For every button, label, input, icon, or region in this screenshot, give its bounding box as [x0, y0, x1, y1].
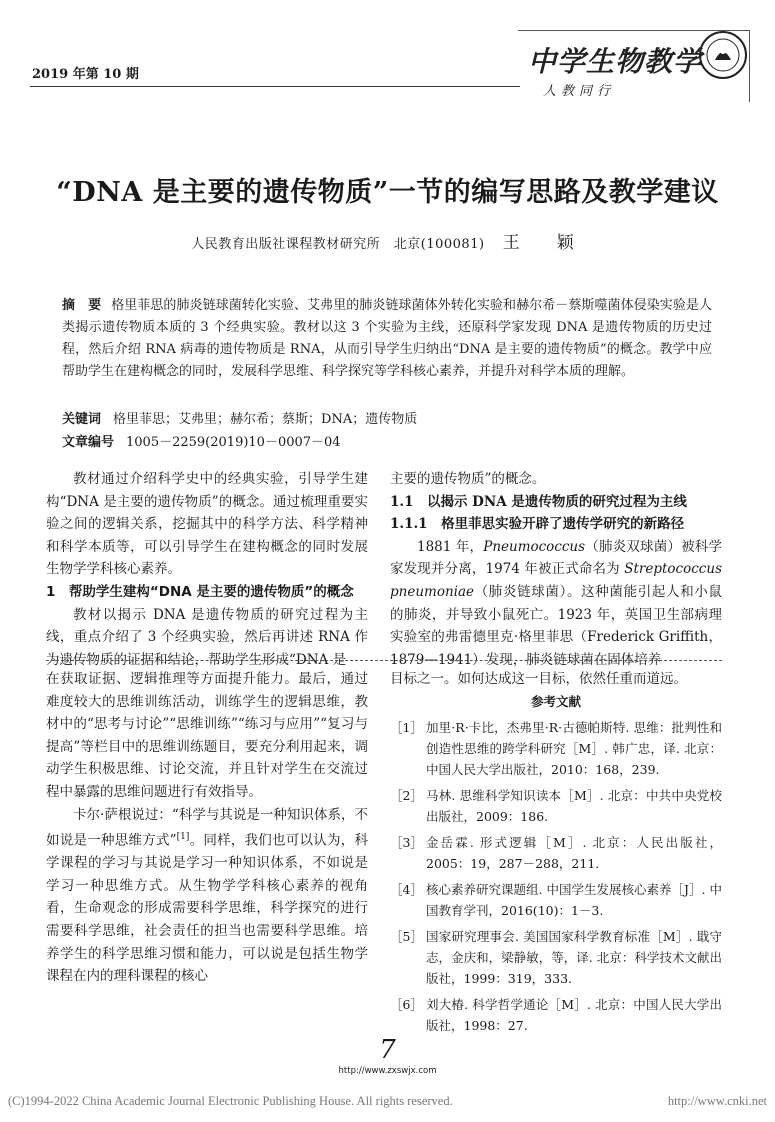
reference-item — [390, 926, 722, 989]
article-number-value: 1005－2259(2019)10－0007－04 — [126, 435, 341, 450]
reference-item — [390, 994, 722, 1036]
reference-text: 核心素养研究课题组. 中国学生发展核心素养［J］. 中国教育学刊，2016(10)：1－3. — [426, 882, 722, 919]
body-column-bottom-left — [46, 668, 368, 988]
cnki-url: http://www.cnki.net — [667, 1094, 767, 1108]
body-column-bottom-right — [390, 668, 722, 1041]
section-heading: 1 帮助学生建构“DNA 是主要的遗传物质”的概念 — [46, 583, 354, 600]
journal-logo-text: 中学生物教学 — [528, 45, 703, 78]
journal-url: http://www.zxswjx.com — [338, 1066, 437, 1076]
reference-item — [390, 832, 722, 874]
article-number — [62, 431, 341, 450]
section-divider — [46, 660, 722, 661]
abstract — [62, 295, 712, 383]
body-column-top-right — [390, 468, 722, 671]
keywords-text: 格里菲思；艾弗里；赫尔希；蔡斯；DNA；遗传物质 — [113, 412, 418, 427]
reference-text: 刘大椿. 科学哲学通论［M］. 北京：中国人民大学出版社，1998：27. — [426, 997, 722, 1034]
paragraph: 教材通过介绍科学史中的经典实验，引导学生建构“DNA 是主要的遗传物质”的概念。通过梳理重要实验之间的逻辑关系，挖掘其中的科学方法、科学精神和科学本质等，可以引导学生在建构概念的同时发展生物学学科核心素养。 — [46, 471, 368, 578]
author-line — [0, 228, 775, 253]
keywords — [62, 408, 417, 427]
page-number: 7 — [379, 1035, 396, 1065]
paragraph: 在获取证据、逻辑推理等方面提升能力。最后，通过难度较大的思维训练活动，训练学生的逻辑思维，教材中的“思考与讨论”“思维训练”“练习与应用”“复习与提高”等栏目中的思维训练题目，要充分利用起来，调动学生积极思维、讨论交流，并且针对学生在交流过程中暴露的思维问题进行有效指导。 — [46, 671, 368, 800]
issue-label: 2019 年第 10 期 — [32, 67, 139, 82]
paragraph: 教材以揭示 DNA 是遗传物质的研究过程为主线，重点介绍了 3 个经典实验，然后再讲述 RNA 作为遗传物质的证据和结论，帮助学生形成“DNA 是 — [46, 606, 368, 668]
reference-item — [390, 879, 722, 921]
reference-item — [390, 785, 722, 827]
citation: [1] — [176, 832, 190, 843]
keywords-label: 关键词 — [62, 412, 102, 427]
reference-number: ［2］ — [390, 788, 423, 804]
author-affiliation: 人民教育出版社课程教材研究所 北京(100081) — [191, 237, 485, 252]
reference-number: ［5］ — [390, 929, 423, 945]
journal-seal-icon — [698, 30, 748, 80]
references-list — [390, 717, 722, 1036]
author-name: 王 颖 — [502, 233, 584, 253]
reference-number: ［4］ — [390, 882, 423, 898]
body-column-top-left — [46, 468, 368, 671]
article-title: “DNA 是主要的遗传物质”一节的编写思路及教学建议 — [56, 177, 719, 208]
paragraph: 1881 年，Pneumococcus（肺炎双球菌）被科学家发现并分离，1974 年被正式命名为 Streptococcus pneumoniae（肺炎链球菌）。这种菌能引起人和小鼠的肺炎，并导致小鼠死亡。1923 年，英国卫生部病理实验室的弗雷德里克·格里菲思（Frederick Griffith，1879—1941）发现，肺炎链球菌在固体培养 — [390, 538, 722, 668]
subsection-heading: 1.1 以揭示 DNA 是遗传物质的研究过程为主线 — [390, 493, 687, 510]
subsubsection-heading: 1.1.1 格里菲思实验开辟了遗传学研究的新路径 — [390, 516, 685, 533]
paragraph: 卡尔·萨根说过：“科学与其说是一种知识体系，不如说是一种思维方式”[1]。同样，我们也可以认为，科学课程的学习与其说是学习一种知识体系，不如说是学习一种思维方式。从生物学学科核心素养的视角看，生命观念的形成需要科学思维，科学探究的进行需要科学思维，社会责任的担当也需要科学思维。培养学生的科学思维习惯和能力，可以说是包括生物学课程在内的理科课程的核心 — [46, 806, 369, 985]
copyright-text: (C)1994-2022 China Academic Journal Electronic Publishing House. All rights reserved. — [8, 1094, 453, 1108]
paragraph: 主要的遗传物质”的概念。 — [390, 471, 546, 487]
reference-number: ［6］ — [390, 997, 423, 1013]
copyright-footer — [8, 1094, 767, 1109]
paragraph: 目标之一。如何达成这一目标，依然任重而道远。 — [390, 671, 687, 687]
reference-text: 马林. 思维科学知识读本［M］. 北京：中共中央党校出版社，2009：186. — [426, 788, 722, 825]
journal-logo-subtitle: 人教同行 — [543, 84, 616, 99]
reference-text: 加里·R·卡比，杰弗里·R·古德帕斯特. 思维：批判性和创造性思维的跨学科研究［M］. 韩广忠，译. 北京：中国人民大学出版社，2010：168，239. — [426, 720, 722, 778]
reference-item — [390, 717, 722, 780]
references-title: 参考文献 — [530, 693, 581, 709]
reference-text: 金岳霖. 形式逻辑［M］. 北京：人民出版社，2005：19，287－288，211. — [426, 835, 722, 872]
reference-text: 国家研究理事会. 美国国家科学教育标准［M］. 戢守志，金庆和，梁静敏，等，译. 北京：科学技术文献出版社，1999：319，333. — [426, 929, 722, 987]
abstract-label: 摘 要 — [62, 298, 102, 313]
abstract-text: 格里菲思的肺炎链球菌转化实验、艾弗里的肺炎链球菌体外转化实验和赫尔希－蔡斯噬菌体侵染实验是人类揭示遗传物质本质的 3 个经典实验。教材以这 3 个实验为主线，还原科学家发现 DNA 是遗传物质的历史过程，然后介绍 RNA 病毒的遗传物质是 RNA，从而引导学生归纳出“DNA 是主要的遗传物质”的概念。教学中应帮助学生在建构概念的同时，发展科学思维、科学探究等学科核心素养，并提升对科学本质的理解。 — [62, 298, 712, 379]
reference-number: ［1］ — [390, 720, 423, 736]
article-number-label: 文章编号 — [62, 435, 115, 450]
header-rule — [30, 86, 520, 87]
reference-number: ［3］ — [390, 835, 423, 851]
